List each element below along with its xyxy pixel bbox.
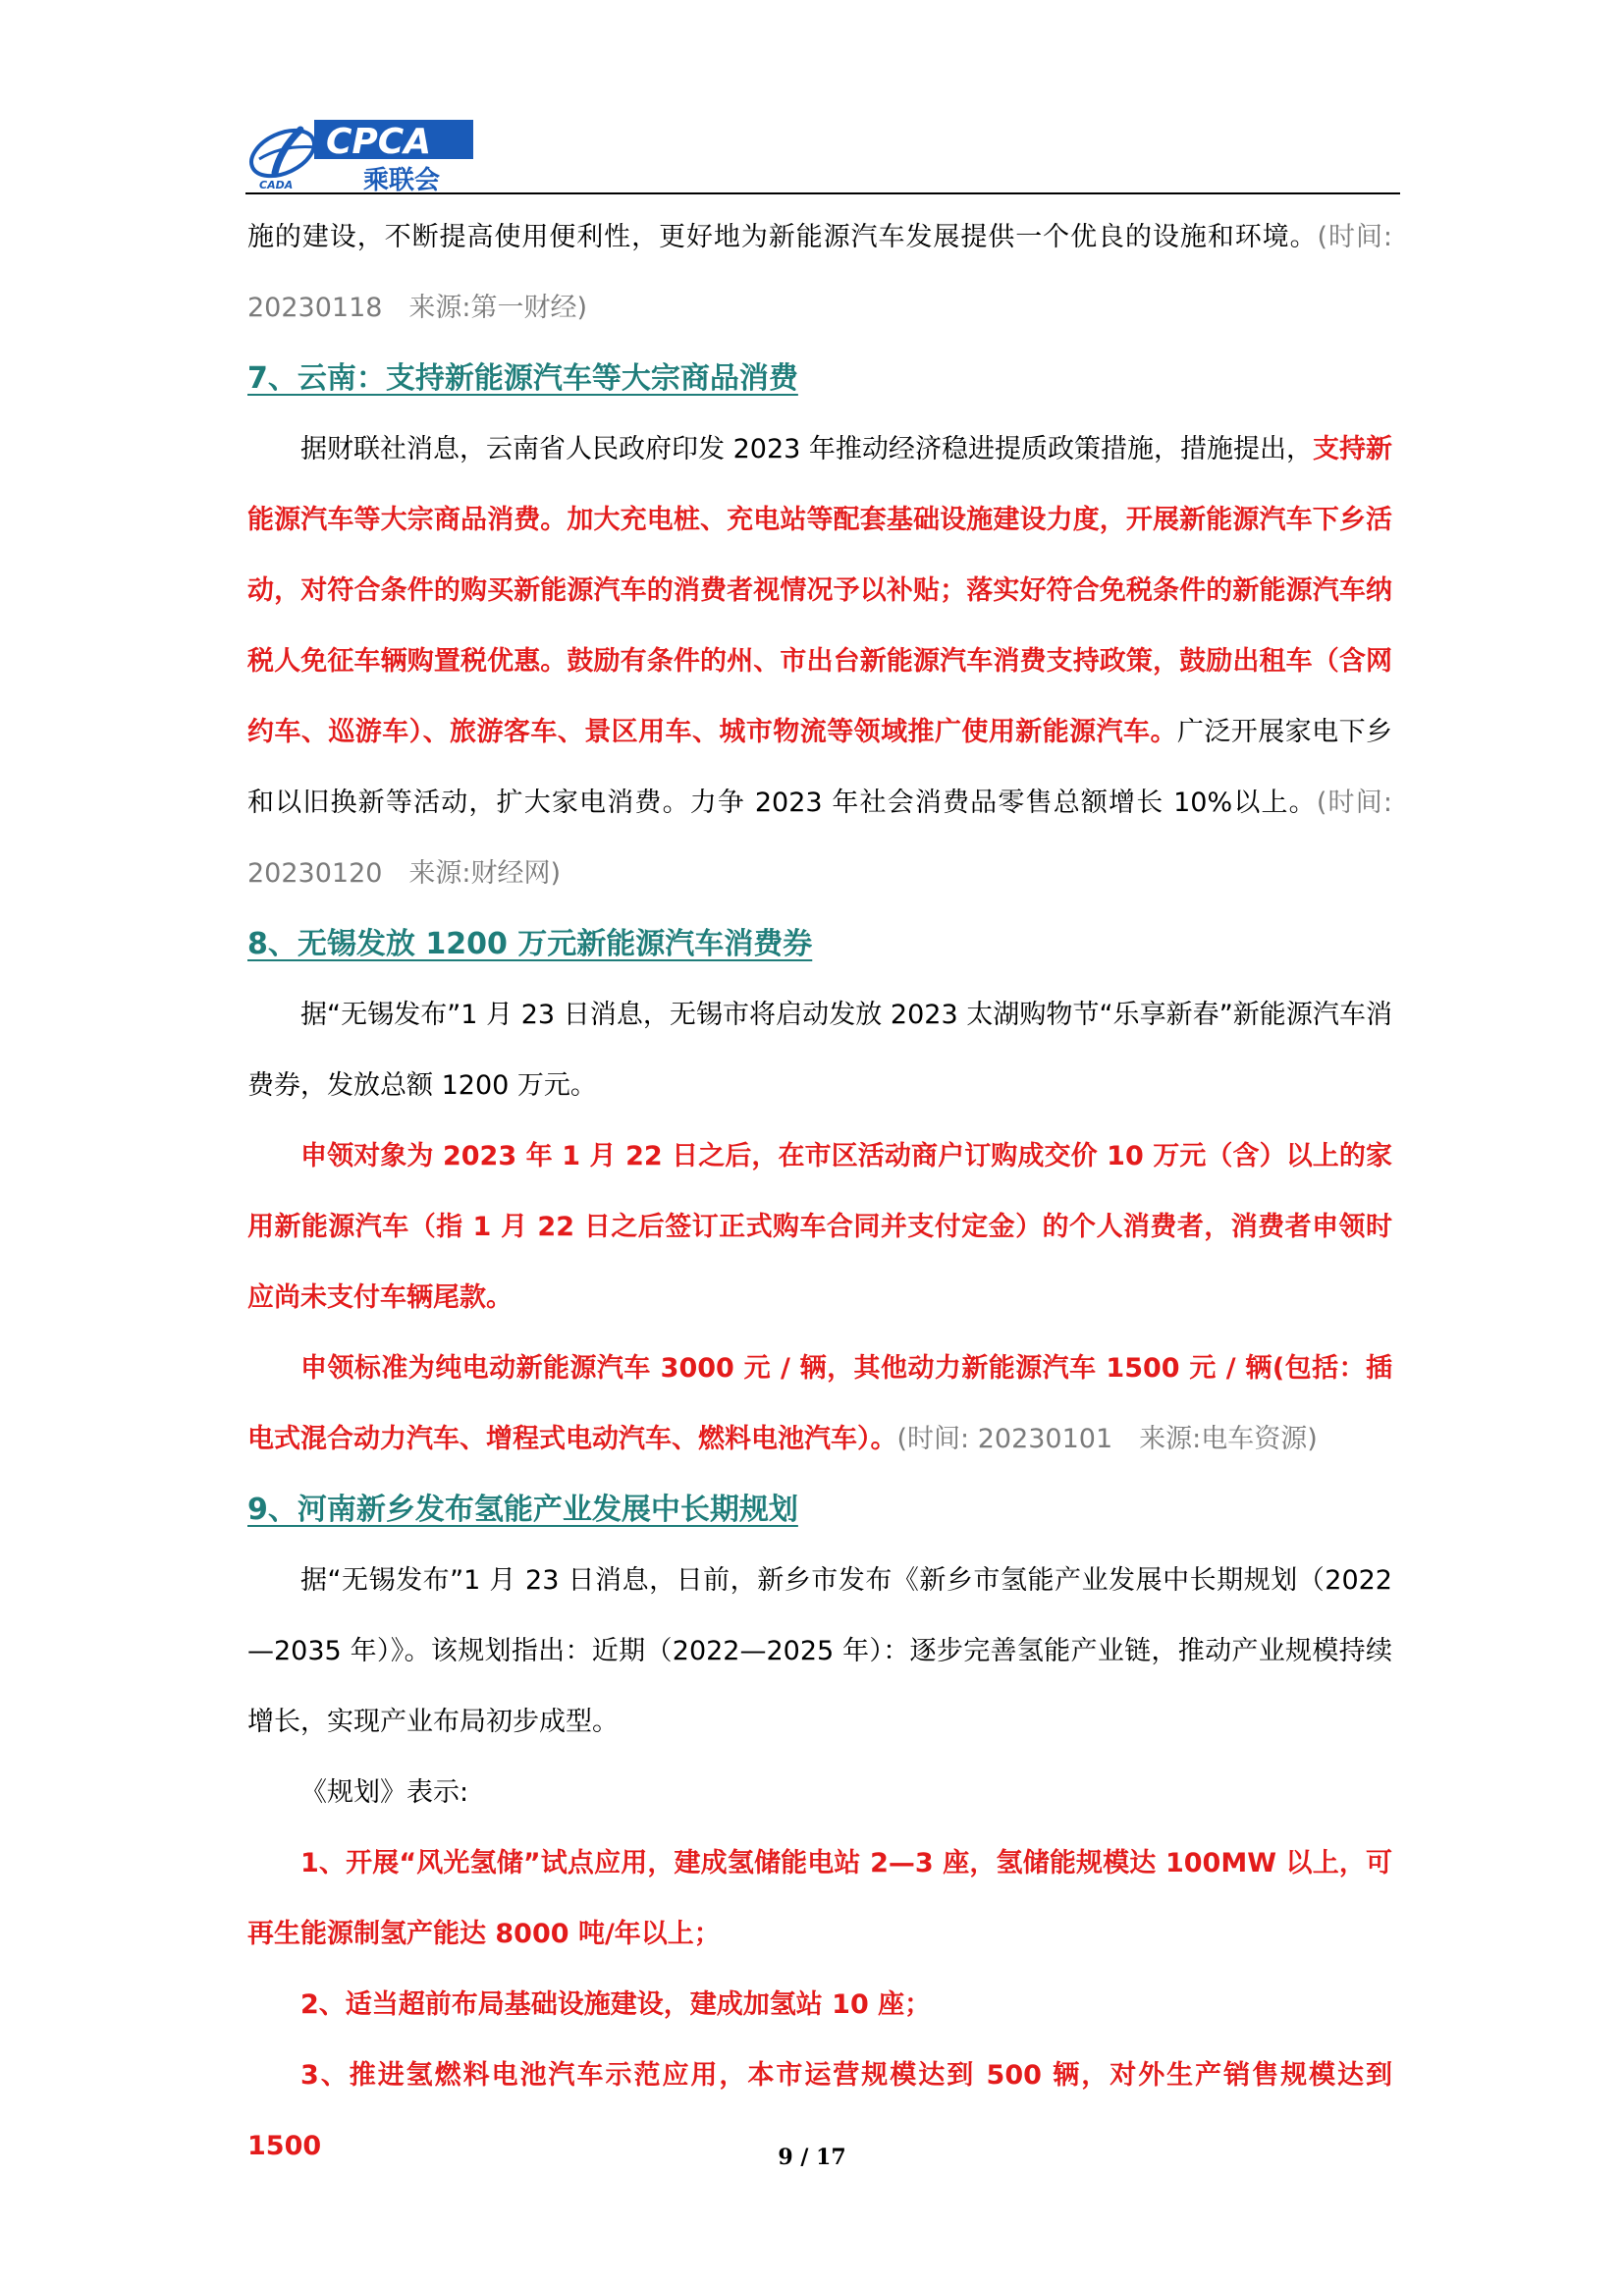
section-9-item-2: 2、适当超前布局基础设施建设，建成加氢站 10 座； [300,1989,932,2020]
section-8-paragraph-3: 申领标准为纯电动新能源汽车 3000 元 / 辆，其他动力新能源汽车 1500 元 / 辆(包括：插电式混合动力汽车、增程式电动汽车、燃料电池汽车）。(时间: 20230101 来源:电车资源) [247,1353,1392,1454]
page-number: 9 / 17 [778,2145,846,2170]
page-header [245,116,1400,194]
section-9-paragraph-1: 据“无锡发布”1 月 23 日消息，日前，新乡市发布《新乡市氢能产业发展中长期规划（2022—2035 年）》。该规划指出：近期（2022—2025 年）：逐步完善氢能产业链，推动产业规模持续增长，实现产业布局初步成型。 [247,1565,1392,1737]
section-9-paragraph-2: 《规划》表示: [300,1777,469,1808]
section-9-item-1: 1、开展“风光氢储”试点应用，建成氢储能电站 2—3 座，氢储能规模达 100MW 以上，可再生能源制氢产能达 8000 吨/年以上； [247,1848,1392,1949]
svg-text:乘联会: 乘联会 [363,166,441,192]
section-7-meta: (时间: 20230120 来源:财经网) [247,788,1392,889]
svg-text:CPCA: CPCA [326,122,432,162]
section-7-paragraph: 据财联社消息，云南省人民政府印发 2023 年推动经济稳进提质政策措施，措施提出，支持新能源汽车等大宗商品消费。加大充电桩、充电站等配套基础设施建设力度，开展新能源汽车下乡活动，对符合条件的购买新能源汽车的消费者视情况予以补贴；落实好符合免税条件的新能源汽车纳税人免征车辆购置税优惠。鼓励有条件的州、市出台新能源汽车消费支持政策，鼓励出租车（含网约车、巡游车）、旅游客车、景区用车、城市物流等领域推广使用新能源汽车。广泛开展家电下乡和以旧换新等活动，扩大家电消费。力争 2023 年社会消费品零售总额增长 10%以上。(时间: 20230120 来源:财经网) [247,434,1393,889]
section-7-highlight: 支持新能源汽车等大宗商品消费。加大充电桩、充电站等配套基础设施建设力度，开展新能源汽车下乡活动，对符合条件的购买新能源汽车的消费者视情况予以补贴；落实好符合免税条件的新能源汽车纳税人免征车辆购置税优惠。鼓励有条件的州、市出台新能源汽车消费支持政策，鼓励出租车（含网约车、巡游车）、旅游客车、景区用车、城市物流等领域推广使用新能源汽车。 [247,434,1392,747]
svg-text:CADA: CADA [259,179,294,191]
section-8-meta: (时间: 20230101 来源:电车资源) [896,1424,1318,1454]
section-8-paragraph-2: 申领对象为 2023 年 1 月 22 日之后，在市区活动商户订购成交价 10 万元（含）以上的家用新能源汽车（指 1 月 22 日之后签订正式购车合同并支付定金）的个人消费者，消费者申领时应尚未支付车辆尾款。 [247,1141,1392,1313]
section-8-heading: 8、无锡发放 1200 万元新能源汽车消费券 [247,927,813,961]
intro-paragraph: 施的建设，不断提高使用便利性，更好地为新能源汽车发展提供一个优良的设施和环境。(时间: 20230118 来源:第一财经) [247,222,1392,323]
cpca-logo [245,116,481,192]
intro-meta: (时间: 20230118 来源:第一财经) [247,222,1392,323]
document-body [247,202,1392,2182]
section-9-heading: 9、河南新乡发布氢能产业发展中长期规划 [247,1493,798,1527]
section-8-paragraph-1: 据“无锡发布”1 月 23 日消息，无锡市将启动发放 2023 太湖购物节“乐享新春”新能源汽车消费券，发放总额 1200 万元。 [247,1000,1392,1101]
section-7-heading: 7、云南：支持新能源汽车等大宗商品消费 [247,361,798,396]
section-9-item-3: 3、推进氢燃料电池汽车示范应用，本市运营规模达到 500 辆，对外生产销售规模达到 1500 [247,2060,1392,2161]
header-rule [245,192,1400,194]
